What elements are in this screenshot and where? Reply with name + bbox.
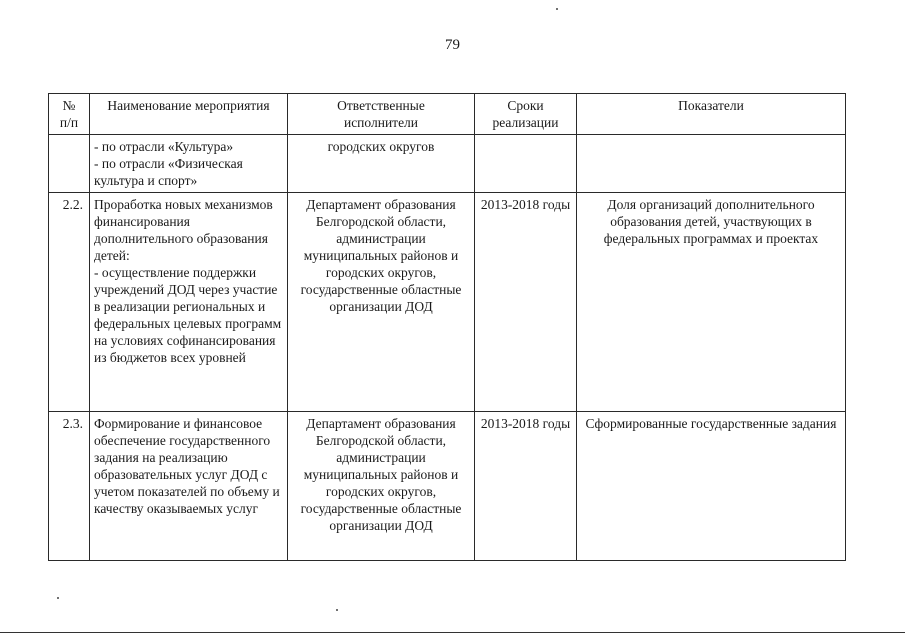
cell-num [49,135,90,193]
cell-term: 2013-2018 годы [475,193,577,412]
cell-term: 2013-2018 годы [475,412,577,561]
header-executors: Ответственные исполнители [288,94,475,135]
header-term: Сроки реализации [475,94,577,135]
table-row [49,135,846,193]
cell-indicators [577,135,846,193]
cell-name: Проработка новых механизмов финансирования дополнительного образования детей: - осуществление поддержки учреждений ДОД через участие в реализации региональных и федеральных целевых программ на условиях софинансирования из бюджетов всех уровней [90,193,288,412]
cell-indicators: Доля организаций дополнительного образования детей, участвующих в федеральных программах и проектах [577,193,846,412]
table-row [49,412,846,561]
cell-name: - по отрасли «Культура» - по отрасли «Физическая культура и спорт» [90,135,288,193]
action-plan-table [48,93,846,561]
scan-speck [556,8,558,10]
cell-executors: городских округов [288,135,475,193]
header-name: Наименование мероприятия [90,94,288,135]
table-header-row [49,94,846,135]
header-indicators: Показатели [577,94,846,135]
cell-executors: Департамент образования Белгородской области, администрации муниципальных районов и городских округов, государственные областные организации ДОД [288,193,475,412]
page-number: 79 [445,37,460,53]
cell-executors: Департамент образования Белгородской области, администрации муниципальных районов и городских округов, государственные областные организации ДОД [288,412,475,561]
cell-term [475,135,577,193]
scan-edge-line [0,632,905,633]
cell-num: 2.3. [49,412,90,561]
scan-speck [57,597,59,599]
scan-speck [336,609,338,611]
cell-name: Формирование и финансовое обеспечение государственного задания на реализацию образовательных услуг ДОД с учетом показателей по объему и качеству оказываемых услуг [90,412,288,561]
header-num: № п/п [49,94,90,135]
cell-indicators: Сформированные государственные задания [577,412,846,561]
cell-num: 2.2. [49,193,90,412]
table-row [49,193,846,412]
